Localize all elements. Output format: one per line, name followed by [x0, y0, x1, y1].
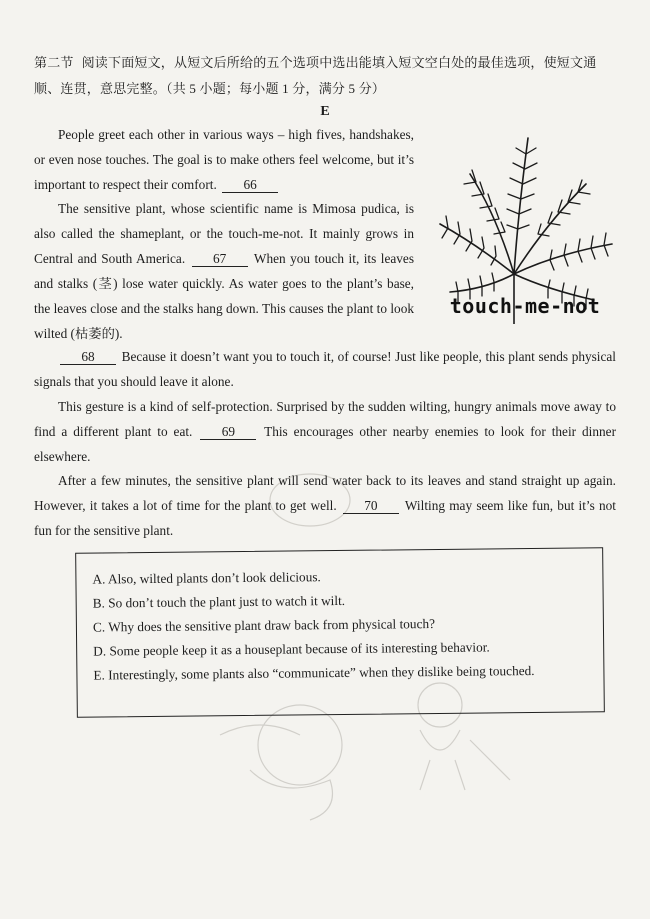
blank-68: 68 — [60, 349, 116, 365]
paragraph-2-text-b: When you touch it, its leaves and stalks (茎) lose water quickly. As water goes to the plant’s base, the leaves close and the stalks hang down. This causes the plant to look wilted (枯萎的). — [34, 251, 414, 341]
blank-67: 67 — [192, 251, 248, 267]
blank-70: 70 — [343, 498, 399, 514]
paragraph-5-text-b: Wilting may seem like fun, but it’s not fun for the sensitive plant. — [34, 498, 616, 538]
figure-caption: touch-me-not — [449, 294, 601, 318]
paragraph-3-text: Because it doesn’t want you to touch it, of course! Just like people, this plant sends physical signals that you should leave it alone. — [34, 349, 617, 389]
blank-69: 69 — [200, 424, 256, 440]
paragraph-4-text-b: This encourages other nearby enemies to look for their dinner elsewhere. — [34, 424, 617, 464]
option-b: B. So don’t touch the plant just to watch it wilt. — [92, 592, 346, 611]
blank-66: 66 — [222, 177, 278, 193]
paragraph-5-text-a: After a few minutes, the sensitive plant will send water back to its leaves and stand straight up again. However, it takes a lot of time for the plant to get well. — [34, 473, 616, 513]
section-instruction: 阅读下面短文，从短文后所给的五个选项中选出能填入短文空白处的最佳选项，使短文通顺、连贯，意思完整。（共 5 小题；每小题 1 分，满分 5 分） — [34, 55, 597, 96]
option-e: E. Interestingly, some plants also “communicate” when they dislike being touched. — [93, 662, 535, 683]
paragraph-4 — [34, 394, 616, 469]
paragraph-3 — [34, 344, 616, 394]
option-a: A. Also, wilted plants don’t look delicious. — [92, 569, 321, 587]
section-label: 第二节 — [34, 55, 74, 70]
passage-letter: E — [320, 104, 330, 119]
options-box — [75, 547, 605, 718]
paragraph-1 — [34, 122, 414, 197]
paragraph-1-text: People greet each other in various ways – high fives, handshakes, or even nose touches. The goal is to make others feel welcome, but it’s important to respect their comfort. — [34, 127, 414, 192]
paragraph-5 — [34, 468, 616, 543]
option-c: C. Why does the sensitive plant draw back from physical touch? — [92, 616, 436, 635]
paragraph-2-text-a: The sensitive plant, whose scientific name is Mimosa pudica, is also called the shameplant, or the touch-me-not. It mainly grows in Central and South America. — [34, 201, 414, 266]
paragraph-2 — [34, 196, 414, 346]
section-header — [34, 50, 619, 102]
option-d: D. Some people keep it as a houseplant because of its interesting behavior. — [93, 639, 490, 659]
paragraph-4-text-a: This gesture is a kind of self-protection. Surprised by the sudden wilting, hungry animals move away to find a different plant to eat. — [34, 399, 616, 439]
